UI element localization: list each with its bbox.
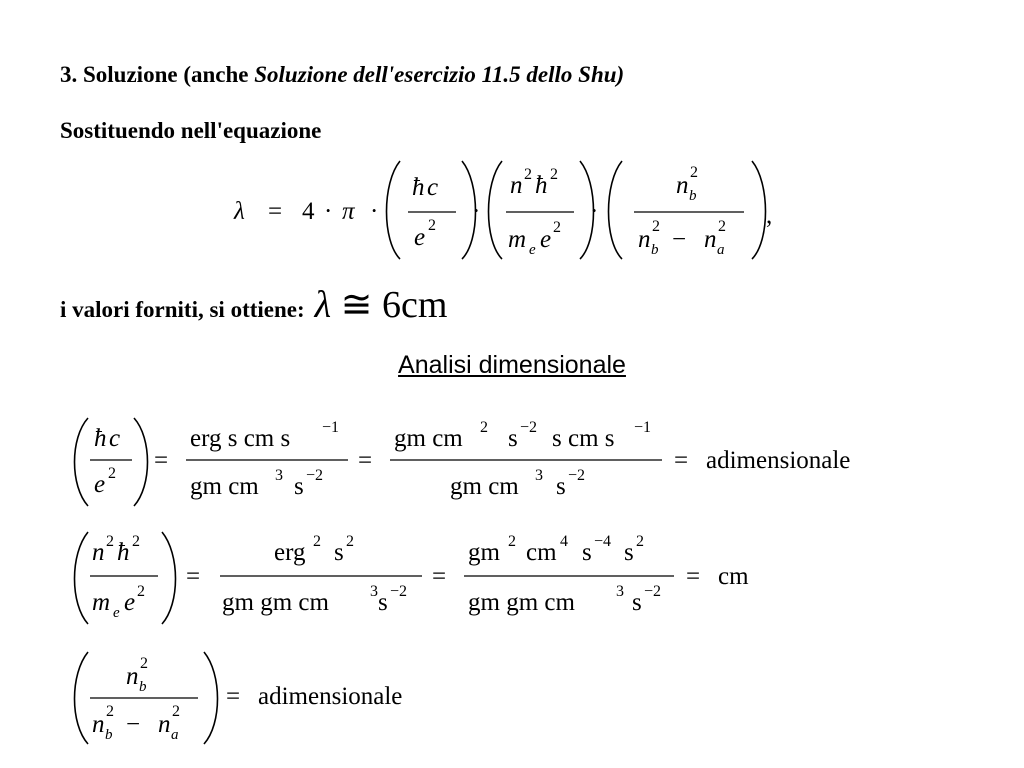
result-value bbox=[315, 284, 448, 326]
exponent: 2 bbox=[108, 465, 116, 482]
exponent: 3 bbox=[616, 583, 624, 600]
equals-sign: = bbox=[268, 198, 283, 225]
coefficient-four: 4 bbox=[302, 198, 315, 225]
dot-operator: · bbox=[472, 198, 481, 225]
dim-unit-text: gm cm bbox=[190, 473, 259, 500]
e-symbol: e bbox=[540, 226, 552, 253]
result-number: 6 bbox=[381, 284, 401, 326]
subscript: b bbox=[651, 242, 659, 258]
exponent: 2 bbox=[137, 583, 145, 600]
left-paren bbox=[387, 161, 401, 259]
exponent: 2 bbox=[132, 533, 140, 550]
dim-unit-text: s bbox=[624, 539, 634, 566]
exponent: 2 bbox=[106, 533, 114, 550]
dot-operator: · bbox=[590, 198, 599, 225]
exponent: 2 bbox=[172, 703, 180, 720]
hbar-symbol: ħ bbox=[94, 425, 107, 452]
hbar-symbol: ħ bbox=[535, 172, 548, 199]
c-symbol: c bbox=[109, 425, 121, 452]
main-equation bbox=[230, 155, 790, 265]
dim-equation-3 bbox=[70, 648, 490, 748]
dim-unit-text: cm bbox=[526, 539, 557, 566]
subscript: b bbox=[139, 679, 147, 695]
dim-unit-text: s bbox=[582, 539, 592, 566]
dim-result: adimensionale bbox=[258, 683, 403, 710]
dim-unit-text: gm gm cm bbox=[468, 589, 575, 616]
exponent: 2 bbox=[313, 533, 321, 550]
dim-unit-text: gm cm bbox=[394, 425, 463, 452]
equals-sign: = bbox=[226, 683, 241, 710]
exponent: 4 bbox=[560, 533, 568, 550]
exponent: 2 bbox=[106, 703, 114, 720]
left-paren bbox=[609, 161, 623, 259]
e-symbol: e bbox=[414, 224, 426, 251]
dim-unit-text: s bbox=[334, 539, 344, 566]
minus-sign: − bbox=[672, 226, 687, 253]
dim-unit-text: s bbox=[508, 425, 518, 452]
dot-operator: · bbox=[370, 198, 379, 225]
exponent: 3 bbox=[535, 467, 543, 484]
exponent: 2 bbox=[480, 419, 488, 436]
right-paren bbox=[204, 652, 218, 744]
exponent: −2 bbox=[644, 583, 662, 600]
equals-sign: = bbox=[154, 447, 169, 474]
equals-sign: = bbox=[358, 447, 373, 474]
exponent: 2 bbox=[553, 219, 561, 236]
n-symbol: n bbox=[158, 711, 171, 738]
n-symbol: n bbox=[92, 711, 105, 738]
exponent: 2 bbox=[550, 166, 558, 183]
dim-unit-text: s bbox=[294, 473, 304, 500]
lambda-symbol: λ bbox=[234, 198, 245, 225]
hbar-symbol: ħ bbox=[117, 539, 130, 566]
dim-unit-text: s bbox=[556, 473, 566, 500]
e-symbol: e bbox=[124, 589, 136, 616]
dim-unit-text: s bbox=[378, 589, 388, 616]
left-paren bbox=[75, 652, 89, 744]
hbar-symbol: ħ bbox=[412, 174, 425, 201]
left-paren bbox=[75, 532, 89, 624]
dim-result: adimensionale bbox=[706, 447, 851, 474]
exponent: 2 bbox=[140, 655, 148, 672]
n-symbol: n bbox=[126, 663, 139, 690]
exponent: 2 bbox=[508, 533, 516, 550]
title-italic-reference: Soluzione dell'esercizio 11.5 dello Shu) bbox=[254, 62, 625, 87]
n-symbol: n bbox=[676, 172, 689, 199]
lambda-symbol: λ bbox=[314, 284, 332, 326]
exponent: −2 bbox=[390, 583, 408, 600]
n-symbol: n bbox=[510, 172, 523, 199]
exponent: 2 bbox=[718, 218, 726, 235]
equals-sign: = bbox=[186, 563, 201, 590]
n-symbol: n bbox=[92, 539, 105, 566]
exponent: 3 bbox=[275, 467, 283, 484]
subscript: a bbox=[717, 242, 725, 258]
c-symbol: c bbox=[427, 174, 439, 201]
exponent: 2 bbox=[652, 218, 660, 235]
equals-sign: = bbox=[432, 563, 447, 590]
equals-sign: = bbox=[674, 447, 689, 474]
exponent: 3 bbox=[370, 583, 378, 600]
exponent: 2 bbox=[428, 217, 436, 234]
right-paren bbox=[752, 161, 766, 259]
dim-unit-text: gm bbox=[468, 539, 500, 566]
m-symbol: m bbox=[92, 589, 111, 616]
left-paren bbox=[75, 418, 89, 506]
pi-symbol: π bbox=[342, 198, 355, 225]
dim-unit-text: gm gm cm bbox=[222, 589, 329, 616]
exponent: 2 bbox=[690, 164, 698, 181]
dim-equation-2 bbox=[70, 528, 790, 628]
page-title bbox=[60, 62, 624, 88]
result-line bbox=[60, 282, 447, 327]
exponent: −1 bbox=[322, 419, 340, 436]
exponent: −2 bbox=[306, 467, 324, 484]
exponent: 2 bbox=[346, 533, 354, 550]
exponent: −2 bbox=[520, 419, 538, 436]
right-paren bbox=[134, 418, 148, 506]
dim-equation-1 bbox=[70, 412, 930, 512]
left-paren bbox=[489, 161, 503, 259]
dim-unit-text: gm cm bbox=[450, 473, 519, 500]
dot-operator: · bbox=[324, 198, 333, 225]
title-prefix: 3. Soluzione (anche bbox=[60, 62, 255, 87]
section-title: Analisi dimensionale bbox=[398, 351, 626, 379]
right-paren bbox=[162, 532, 176, 624]
subscript: e bbox=[529, 242, 536, 258]
exponent: 2 bbox=[524, 166, 532, 183]
exponent: −4 bbox=[594, 533, 612, 550]
n-symbol: n bbox=[704, 226, 717, 253]
exponent: −1 bbox=[634, 419, 652, 436]
equals-sign: = bbox=[686, 563, 701, 590]
subscript: b bbox=[689, 188, 697, 204]
dim-unit-text: erg s cm s bbox=[190, 425, 291, 452]
minus-sign: − bbox=[126, 711, 141, 738]
subscript: b bbox=[105, 727, 113, 743]
dim-unit-text: erg bbox=[274, 539, 306, 566]
dim-unit-text: s bbox=[632, 589, 642, 616]
approx-sign: ≅ bbox=[340, 284, 373, 326]
result-unit: cm bbox=[400, 284, 448, 326]
exponent: 2 bbox=[636, 533, 644, 550]
dim-result: cm bbox=[718, 563, 749, 590]
trailing-comma: , bbox=[766, 202, 773, 229]
subscript: a bbox=[171, 727, 179, 743]
m-symbol: m bbox=[508, 226, 527, 253]
e-symbol: e bbox=[94, 471, 106, 498]
exponent: −2 bbox=[568, 467, 586, 484]
intro-text: Sostituendo nell'equazione bbox=[60, 118, 322, 143]
dim-unit-text: s cm s bbox=[552, 425, 615, 452]
result-text: i valori forniti, si ottiene: bbox=[60, 297, 305, 322]
subscript: e bbox=[113, 605, 120, 621]
n-symbol: n bbox=[638, 226, 651, 253]
